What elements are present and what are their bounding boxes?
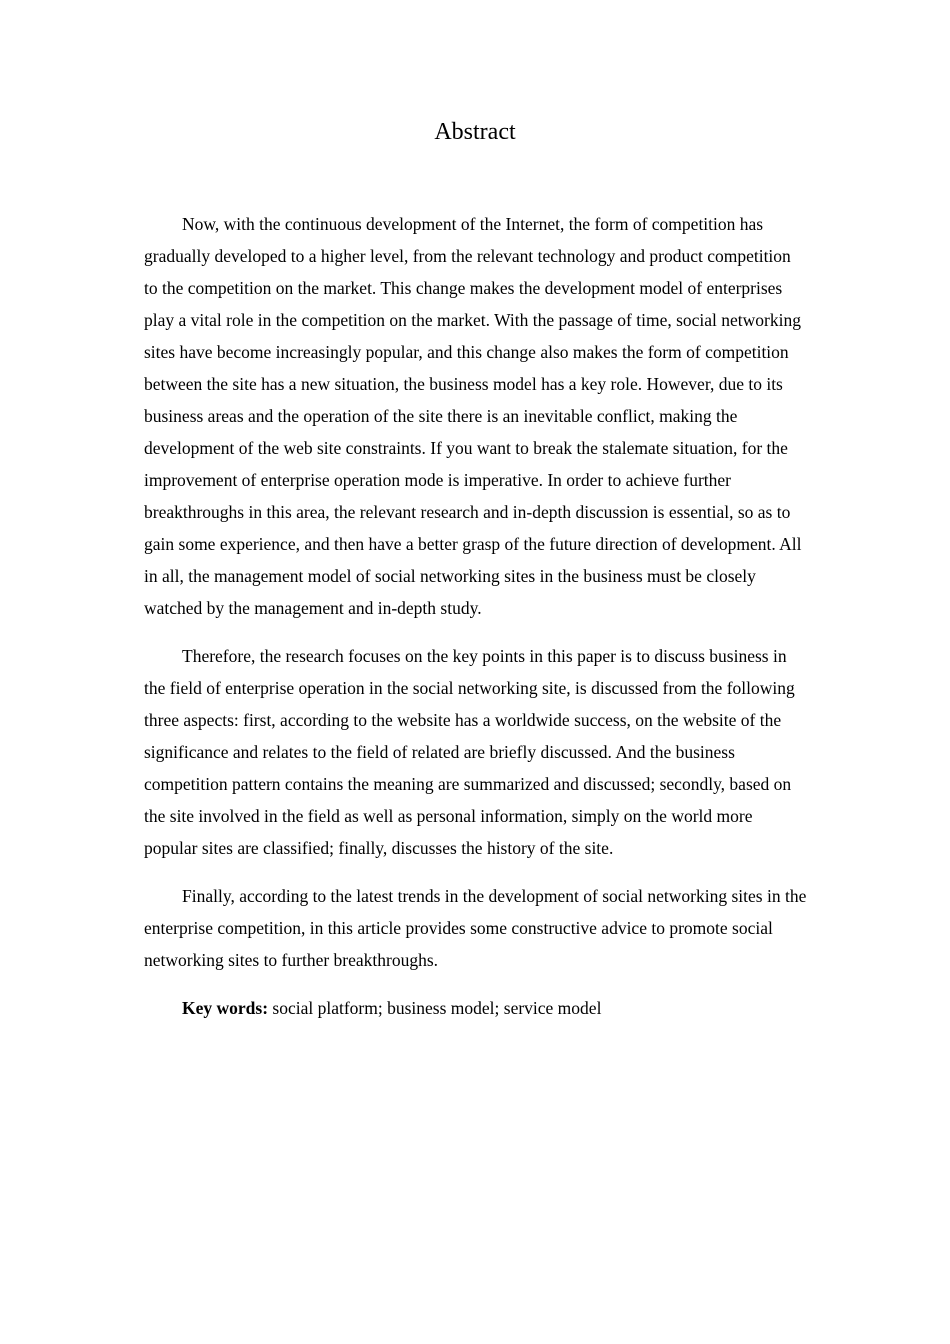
keywords-label: Key words: <box>182 998 269 1018</box>
keywords-text: social platform; business model; service model <box>268 998 602 1018</box>
abstract-paragraph-2: Therefore, the research focuses on the key points in this paper is to discuss business in the field of enterprise operation in the social networking site, is discussed from the following three aspects: first, according to the website has a worldwide success, on the website of the significance and relates to the field of related are briefly discussed. And the business competition pattern contains the meaning are summarized and discussed; secondly, based on the site involved in the field as well as personal information, simply on the world more popular sites are classified; finally, discusses the history of the site. <box>144 646 795 858</box>
page-title: Abstract <box>434 119 516 145</box>
abstract-paragraph-3: Finally, according to the latest trends in the development of social networking sites in the enterprise competition, in this article provides some constructive advice to promote social networking sites to further breakthroughs. <box>144 886 807 970</box>
keywords-line <box>144 992 808 1024</box>
abstract-paragraph-1: Now, with the continuous development of the Internet, the form of competition has gradually developed to a higher level, from the relevant technology and product competition to the competition on the market. This change makes the development model of enterprises play a vital role in the competition on the market. With the passage of time, social networking sites have become increasingly popular, and this change also makes the form of competition between the site has a new situation, the business model has a key role. However, due to its business areas and the operation of the site there is an inevitable conflict, making the development of the web site constraints. If you want to break the stalemate situation, for the improvement of enterprise operation mode is imperative. In order to achieve further breakthroughs in this area, the relevant research and in-depth discussion is essential, so as to gain some experience, and then have a better grasp of the future direction of development. All in all, the management model of social networking sites in the business must be closely watched by the management and in-depth study. <box>144 214 802 618</box>
abstract-body <box>144 208 808 1024</box>
